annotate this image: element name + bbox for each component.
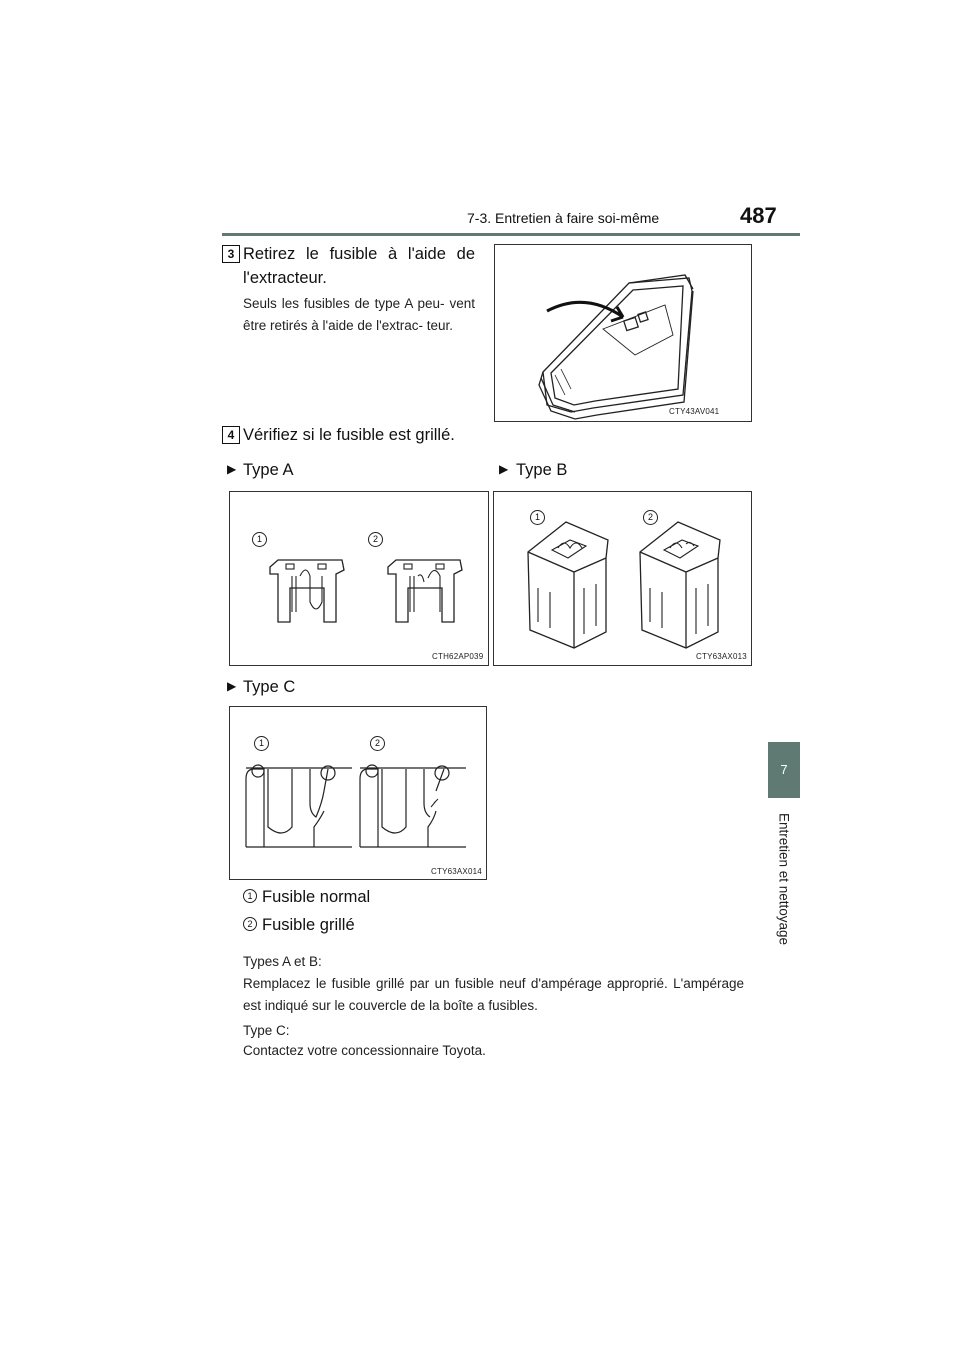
fuse-box-figure — [494, 244, 752, 422]
note-ab-title: Types A et B: — [243, 954, 322, 969]
triangle-bullet-icon: ▶ — [499, 462, 509, 476]
figure-code: CTH62AP039 — [432, 652, 484, 661]
callout-1: 1 — [530, 510, 545, 525]
type-a-figure — [229, 491, 489, 666]
triangle-bullet-icon: ▶ — [227, 679, 237, 693]
type-b-label: Type B — [516, 461, 568, 479]
figure-code: CTY63AX014 — [431, 867, 482, 876]
type-a-label: Type A — [243, 461, 294, 479]
note-ab-body: Remplacez le fusible grillé par un fusible neuf d'ampérage approprié. L'ampérage est indiqué sur le couvercle de la boîte a fusibles. — [243, 976, 744, 1013]
triangle-bullet-icon: ▶ — [227, 462, 237, 476]
chapter-label — [768, 800, 800, 958]
callout-1: 1 — [252, 532, 267, 547]
note-c-body: Contactez votre concessionnaire Toyota. — [243, 1043, 486, 1058]
step-4-badge: 4 — [222, 426, 240, 444]
type-c-fuses-illustration — [230, 707, 486, 879]
type-c-figure — [229, 706, 487, 880]
callout-2: 2 — [370, 736, 385, 751]
section-title: 7-3. Entretien à faire soi-même — [467, 210, 660, 226]
step-4-instruction: Vérifiez si le fusible est grillé. — [243, 426, 455, 444]
step-3-instruction: Retirez le fusible à l'aide de l'extracteur. — [243, 245, 475, 287]
step-3-badge: 3 — [222, 245, 240, 263]
callout-2: 2 — [368, 532, 383, 547]
chapter-label-text: Entretien et nettoyage — [776, 812, 792, 946]
chapter-tab: 7 — [768, 742, 800, 798]
callout-1: 1 — [254, 736, 269, 751]
legend-2-text: Fusible grillé — [262, 916, 355, 934]
type-b-figure — [493, 491, 752, 666]
step-3-note: Seuls les fusibles de type A peu- vent être retirés à l'aide de l'extrac- teur. — [243, 296, 475, 333]
fuse-box-illustration — [495, 245, 751, 421]
legend-1-circle: 1 — [243, 889, 257, 903]
page-number: 487 — [740, 203, 777, 228]
header-rule — [222, 233, 800, 236]
note-c-title: Type C: — [243, 1023, 290, 1038]
type-b-fuses-illustration — [494, 492, 751, 665]
figure-code: CTY63AX013 — [696, 652, 747, 661]
type-a-fuses-illustration — [230, 492, 488, 665]
legend-2-circle: 2 — [243, 917, 257, 931]
type-c-label: Type C — [243, 678, 296, 696]
figure-code: CTY43AV041 — [669, 407, 720, 416]
callout-2: 2 — [643, 510, 658, 525]
legend-1-text: Fusible normal — [262, 888, 371, 906]
